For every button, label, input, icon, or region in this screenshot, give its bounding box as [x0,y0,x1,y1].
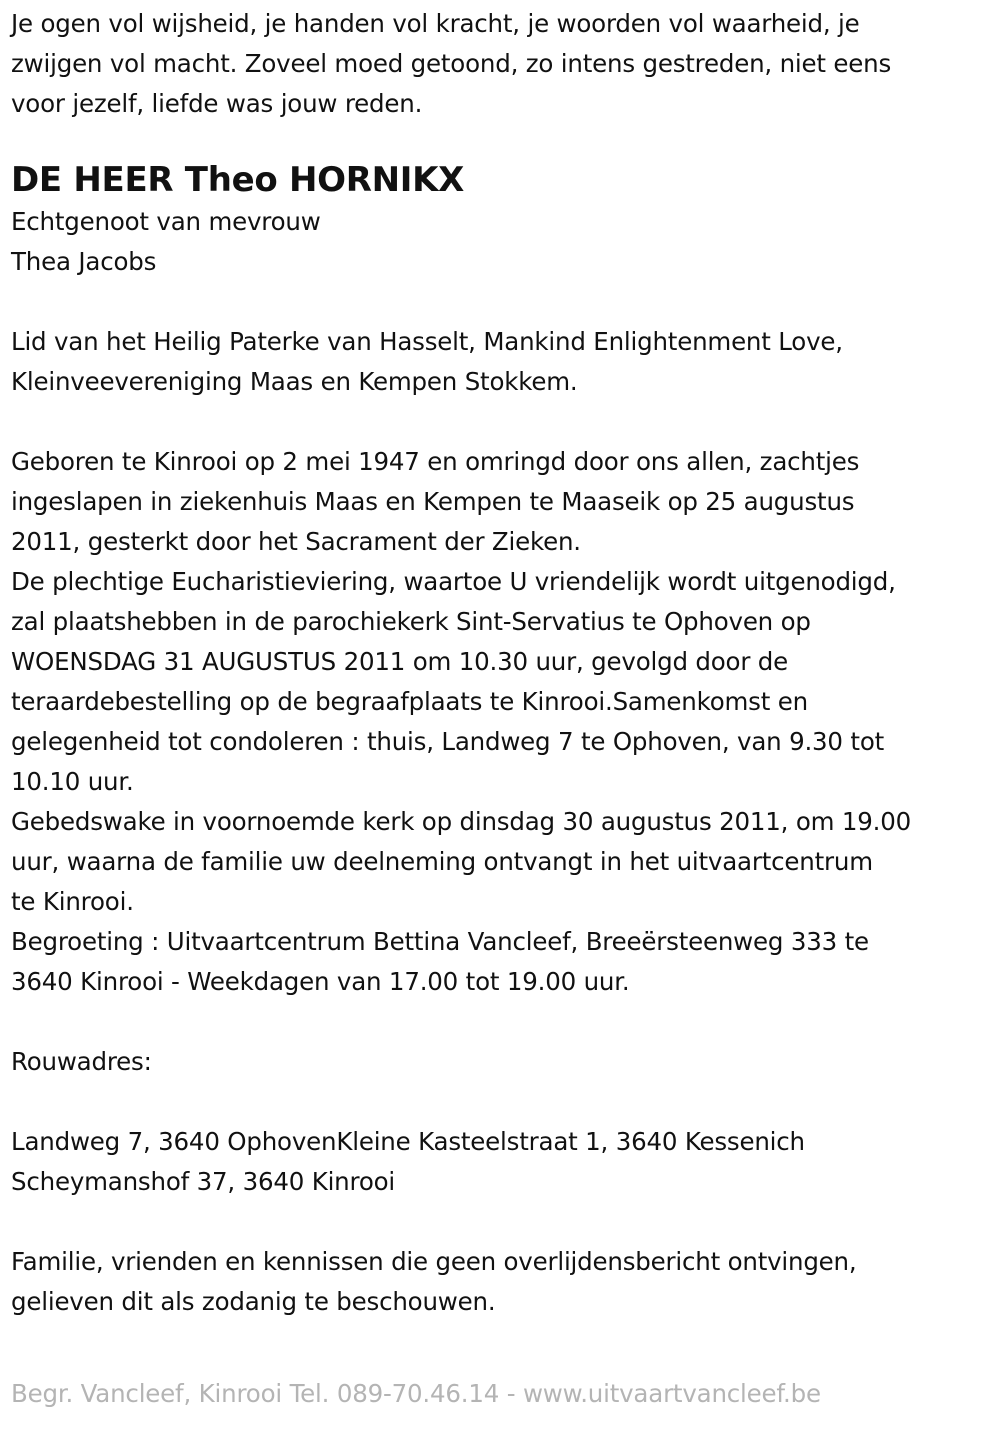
details-line: ingeslapen in ziekenhuis Maas en Kempen te Maaseik op 25 augustus [11,487,855,516]
spouse-line: Echtgenoot van mevrouw [11,207,321,236]
spouse-info [11,202,993,282]
details-line: Gebedswake in voornoemde kerk op dinsdag 30 augustus 2011, om 19.00 [11,807,912,836]
poem-line: zwijgen vol macht. Zoveel moed getoond, zo intens gestreden, niet eens [11,49,892,78]
details-line: 3640 Kinrooi - Weekdagen van 17.00 tot 19.00 uur. [11,967,630,996]
details-line: uur, waarna de familie uw deelneming ontvangt in het uitvaartcentrum [11,847,873,876]
details-line: 2011, gesterkt door het Sacrament der Zieken. [11,527,581,556]
address-line: Scheymanshof 37, 3640 Kinrooi [11,1167,396,1196]
details-line: Begroeting : Uitvaartcentrum Bettina Vancleef, Breeërsteenweg 333 te [11,927,869,956]
details-line: WOENSDAG 31 AUGUSTUS 2011 om 10.30 uur, gevolgd door de [11,647,789,676]
details-line: te Kinrooi. [11,887,134,916]
closing-line: Familie, vrienden en kennissen die geen overlijdensbericht ontvingen, [11,1247,857,1276]
mourning-addresses [11,1122,993,1202]
poem-line: Je ogen vol wijsheid, je handen vol kracht, je woorden vol waarheid, je [11,9,860,38]
mourning-address-label: Rouwadres: [11,1047,152,1076]
details-line: 10.10 uur. [11,767,134,796]
address-line: Landweg 7, 3640 OphovenKleine Kasteelstraat 1, 3640 Kessenich [11,1127,805,1156]
poem [11,4,993,124]
details-line: teraardebestelling op de begraafplaats te Kinrooi.Samenkomst en [11,687,808,716]
funeral-home-footer: Begr. Vancleef, Kinrooi Tel. 089-70.46.14 - www.uitvaartvancleef.be [11,1379,821,1408]
membership-line: Lid van het Heilig Paterke van Hasselt, Mankind Enlightenment Love, [11,327,843,356]
spouse-name: Thea Jacobs [11,247,157,276]
membership-line: Kleinveevereniging Maas en Kempen Stokkem. [11,367,578,396]
membership [11,322,993,402]
funeral-details [11,442,993,1002]
obituary-notice [11,4,993,1322]
deceased-name-title: DE HEER Theo HORNIKX [11,160,465,200]
closing-note [11,1242,993,1322]
details-line: gelegenheid tot condoleren : thuis, Landweg 7 te Ophoven, van 9.30 tot [11,727,885,756]
details-line: Geboren te Kinrooi op 2 mei 1947 en omringd door ons allen, zachtjes [11,447,860,476]
details-line: zal plaatshebben in de parochiekerk Sint-Servatius te Ophoven op [11,607,811,636]
poem-line: voor jezelf, liefde was jouw reden. [11,89,423,118]
details-line: De plechtige Eucharistieviering, waartoe U vriendelijk wordt uitgenodigd, [11,567,896,596]
closing-line: gelieven dit als zodanig te beschouwen. [11,1287,496,1316]
